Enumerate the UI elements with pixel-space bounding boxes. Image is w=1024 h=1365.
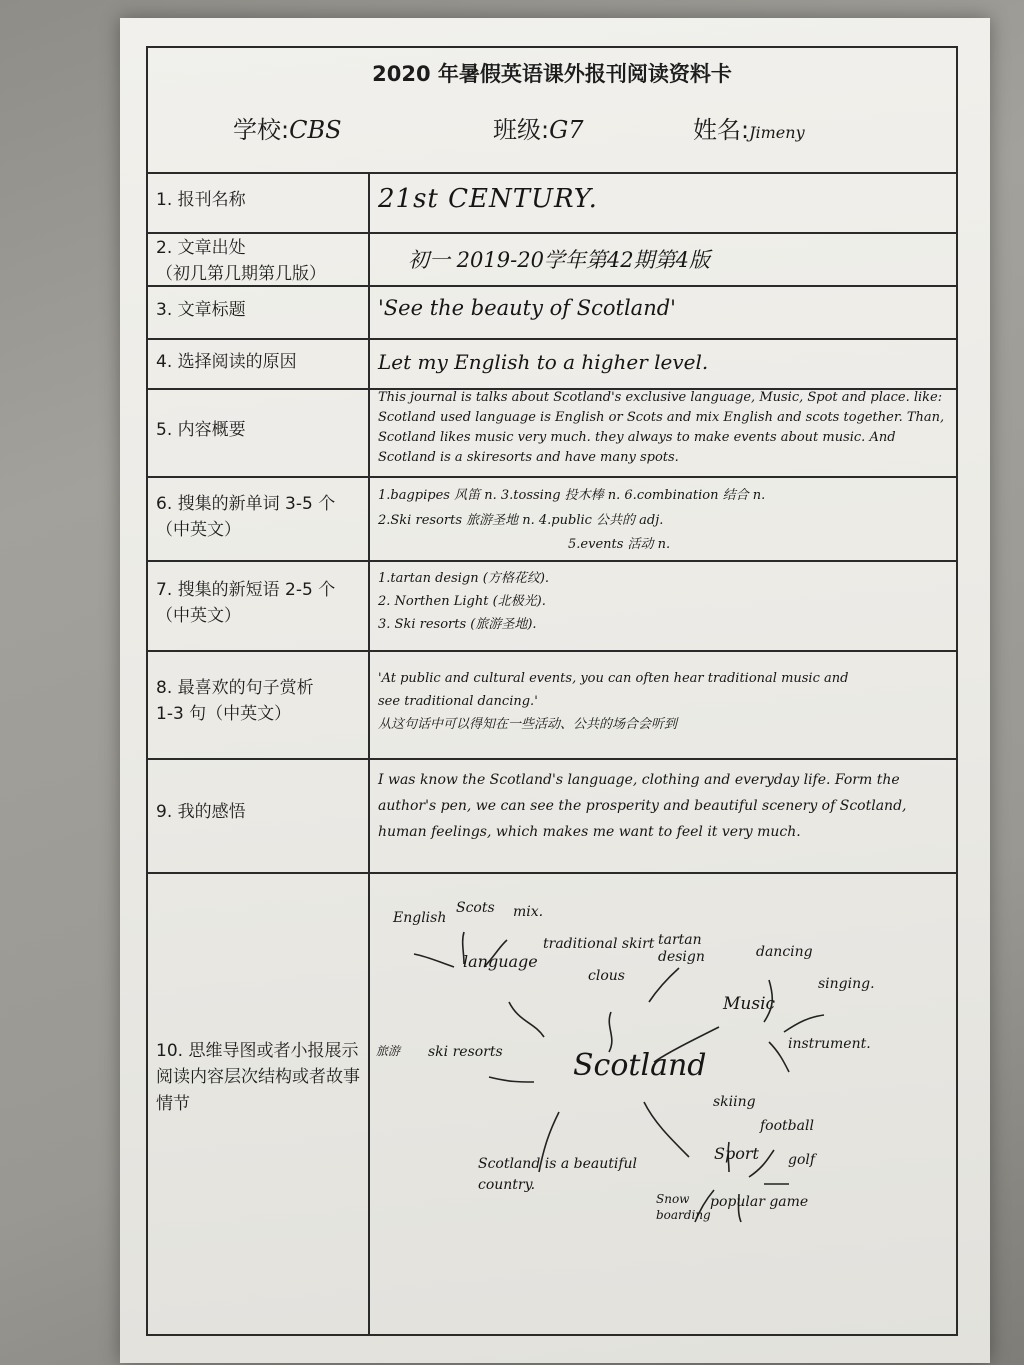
row-2-label (156, 236, 361, 287)
mindmap-tartan-design: tartan design (658, 932, 705, 965)
mindmap-skiing: skiing (713, 1094, 756, 1110)
mindmap-singing: singing. (818, 976, 875, 992)
row-8-label (156, 676, 361, 727)
sentence-line: 从这句话中可以得知在一些活动、公共的场合会听到 (378, 716, 678, 732)
mindmap-sport: Sport (714, 1144, 759, 1163)
row-4-label: 4. 选择阅读的原因 (156, 352, 297, 372)
row-5-value: This journal is talks about Scotland's exclusive language, Music, Spot and place. like: Scotland used language is English or Scots and mix English and scots together. Than, Scotland likes music very much. they always to make events about music. And Scotland is a skiresorts and have many spots. (378, 390, 945, 466)
mindmap-scots: Scots (456, 900, 495, 916)
mindmap-center: Scotland (573, 1048, 707, 1083)
row-6-value (378, 484, 948, 558)
row-7-label-main: 7. 搜集的新短语 2-5 个 (156, 580, 336, 600)
phrase-line: 2. Northen Light (北极光). (378, 593, 546, 609)
row-divider (148, 650, 956, 652)
row-8-label-main: 8. 最喜欢的句子赏析 (156, 678, 314, 698)
row-5-label: 5. 内容概要 (156, 420, 246, 440)
paper-sheet (120, 18, 990, 1363)
row-2-label-sub: （初几第几期第几版） (156, 263, 326, 284)
row-6-label-sub: （中英文） (156, 519, 241, 540)
row-3-label: 3. 文章标题 (156, 300, 246, 320)
row-divider (148, 232, 956, 234)
row-divider (148, 172, 956, 174)
connector-clothes (609, 1012, 612, 1052)
mindmap-golf: golf (788, 1152, 816, 1168)
row-7-label-sub: （中英文） (156, 605, 241, 626)
row-divider (148, 476, 956, 478)
word-line: 1.bagpipes 风笛 n. 3.tossing 投木棒 n. 6.combination 结合 n. (378, 488, 766, 503)
class-value: G7 (549, 116, 584, 144)
sentence-line: 'At public and cultural events, you can often hear traditional music and (378, 671, 849, 686)
row-8-value (378, 668, 948, 736)
card-title: 2020 年暑假英语课外报刊阅读资料卡 (372, 62, 732, 86)
row-9-value: I was know the Scotland's language, clothing and everyday life. Form the author's pen, we can see the prosperity and beautiful scenery of Scotland, human feelings, which makes me want to feel it very much. (378, 772, 907, 840)
mindmap-dancing: dancing (756, 944, 813, 960)
row-2-label-main: 2. 文章出处 (156, 238, 246, 258)
row-8-label-sub: 1-3 句（中英文） (156, 703, 292, 724)
sentence-line: see traditional dancing.' (378, 693, 538, 709)
phrase-line: 3. Ski resorts (旅游圣地). (378, 616, 537, 632)
name-label: 姓名: (693, 116, 750, 144)
class-field (493, 110, 584, 145)
row-6-label (156, 492, 361, 543)
school-label: 学校: (233, 116, 290, 144)
row-1-label: 1. 报刊名称 (156, 190, 246, 210)
row-3-value: 'See the beauty of Scotland' (378, 296, 676, 320)
mindmap-traditional-skirt: traditional skirt (543, 936, 655, 952)
mindmap-snow-boarding: Snow boarding (656, 1192, 711, 1222)
row-divider (148, 338, 956, 340)
mindmap-football: football (760, 1118, 814, 1134)
connector-sport (644, 1102, 689, 1157)
connector-skirt (649, 968, 679, 1002)
row-1-value: 21st CENTURY. (378, 184, 598, 214)
phrase-line: 1.tartan design (方格花纹). (378, 571, 550, 586)
mindmap-popular-game: popular game (710, 1194, 809, 1210)
mindmap-ski-resorts: ski resorts (428, 1044, 503, 1060)
connector-singing (784, 1015, 824, 1032)
row-4-value: Let my English to a higher level. (378, 350, 709, 374)
row-7-label (156, 578, 361, 629)
word-line: 2.Ski resorts 旅游圣地 n. 4.public 公共的 adj. (378, 512, 664, 528)
row-10-label: 10. 思维导图或者小报展示阅读内容层次结构或者故事情节 (156, 1041, 360, 1114)
row-divider (148, 758, 956, 760)
mindmap-ski-cn: 旅游 (376, 1044, 401, 1058)
mindmap-clothes: clous (588, 968, 625, 984)
mindmap-music: Music (723, 994, 776, 1014)
row-7-value (378, 568, 948, 636)
row-9-label: 9. 我的感悟 (156, 802, 246, 822)
row-2-value: 初一 2019-20学年第42期第4版 (408, 248, 711, 272)
name-value: Jimeny (749, 123, 805, 142)
connector-instrument (769, 1042, 789, 1072)
word-line: 5.events 活动 n. (568, 537, 671, 553)
reading-card (146, 46, 958, 1336)
connector-english (414, 954, 454, 967)
mindmap-mix: mix. (513, 904, 544, 920)
mindmap-beautiful: Scotland is a beautiful country. (478, 1156, 638, 1193)
connector-language (509, 1002, 544, 1037)
row-6-label-main: 6. 搜集的新单词 3-5 个 (156, 494, 336, 514)
name-field (693, 110, 805, 145)
class-label: 班级: (493, 116, 550, 144)
school-field (233, 110, 342, 145)
mindmap-language: language (463, 952, 538, 971)
row-divider (148, 560, 956, 562)
connector-ski (489, 1077, 534, 1082)
mindmap-english: English (393, 910, 447, 926)
school-value: CBS (289, 116, 342, 144)
mindmap-instrument: instrument. (788, 1036, 871, 1052)
